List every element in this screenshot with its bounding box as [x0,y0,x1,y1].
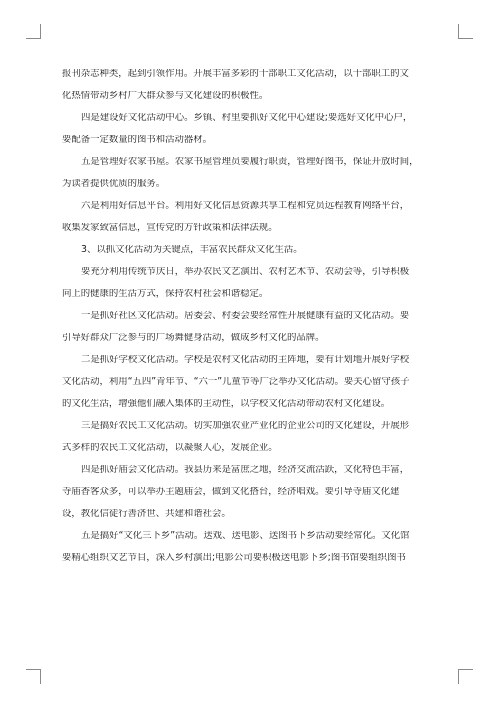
paragraph-line: 五是管理好农家书屋。农家书屋管理员要履行职责，管理好图书，保证开放时间， [81,157,419,167]
paragraph-line: 寺庙香客众多，可以举办主题庙会，做到文化搭台，经济唱戏。要引导寺庙文化建 [62,487,400,497]
paragraph-line: 的文化生活，增强他们融入集体的主动性，以学校文化活动带动农村文化建设。 [62,399,391,409]
paragraph-line: 向上的健康的生活方式，保持农村社会和谐稳定。 [62,289,269,299]
paragraph-line: 要精心组织文艺节目，深入乡村演出;电影公司要积极送电影下乡;图书馆要组织图书 [62,553,406,563]
document-body [62,69,440,563]
crop-mark-top-right [458,24,473,39]
paragraph-line: 式多样的农民工文化活动，以凝聚人心，发展企业。 [62,443,278,453]
paragraph-line: 引导好群众广泛参与的广场舞健身活动，做成乡村文化的品牌。 [62,333,325,343]
paragraph-line: 三是搞好农民工文化活动。切实加强农业产业化的企业公司的文化建设，开展形 [81,421,410,431]
paragraph-line: 为读者提供优质的服务。 [62,179,166,189]
paragraph-line: 文化活动，利用“五四”青年节、“六一”儿童节等广泛举办文化活动。要关心留守孩子 [62,377,410,387]
paragraph-line: 化热情带动乡村广大群众参与文化建设的积极性。 [62,91,269,101]
crop-mark-top-left [26,24,41,39]
paragraph-line: 要充分利用传统节庆日，举办农民文艺演出、农村艺术节、农动会等，引导积极 [81,267,410,277]
paragraph-line: 四是建设好文化活动中心。乡镇、村里要抓好文化中心建设;要选好文化中心户， [81,113,413,123]
paragraph-line: 五是搞好“文化三下乡”活动。送戏、送电影、送图书下乡活动要经常化。文化馆 [81,531,410,541]
paragraph-line: 要配备一定数量的图书和活动器材。 [62,135,213,145]
section-heading: 3、以抓文化活动为关键点，丰富农民群众文化生活。 [81,245,303,255]
paragraph-line: 一是抓好社区文化活动。居委会、村委会要经常性开展健康有益的文化活动。要 [81,311,410,321]
paragraph-line: 报刊杂志种类，起到引领作用。开展丰富多彩的干部职工文化活动，以干部职工的文 [62,69,409,79]
paragraph-line: 四是抓好庙会文化活动。我县历来是富庶之地，经济交流活跃，文化特色丰富， [81,465,410,475]
paragraph-line: 二是抓好学校文化活动。学校是农村文化活动的主阵地，要有计划地开展好学校 [81,355,410,365]
crop-mark-bottom-right [458,669,473,684]
paragraph-line: 六是利用好信息平台。利用好文化信息资源共享工程和党员远程教育网络平台， [81,201,410,211]
crop-mark-bottom-left [26,669,41,684]
paragraph-line: 设，教化信徒行善济世、共建和谐社会。 [62,509,231,519]
paragraph-line: 收集发家致富信息，宣传党的方针政策和法律法规。 [62,223,278,233]
